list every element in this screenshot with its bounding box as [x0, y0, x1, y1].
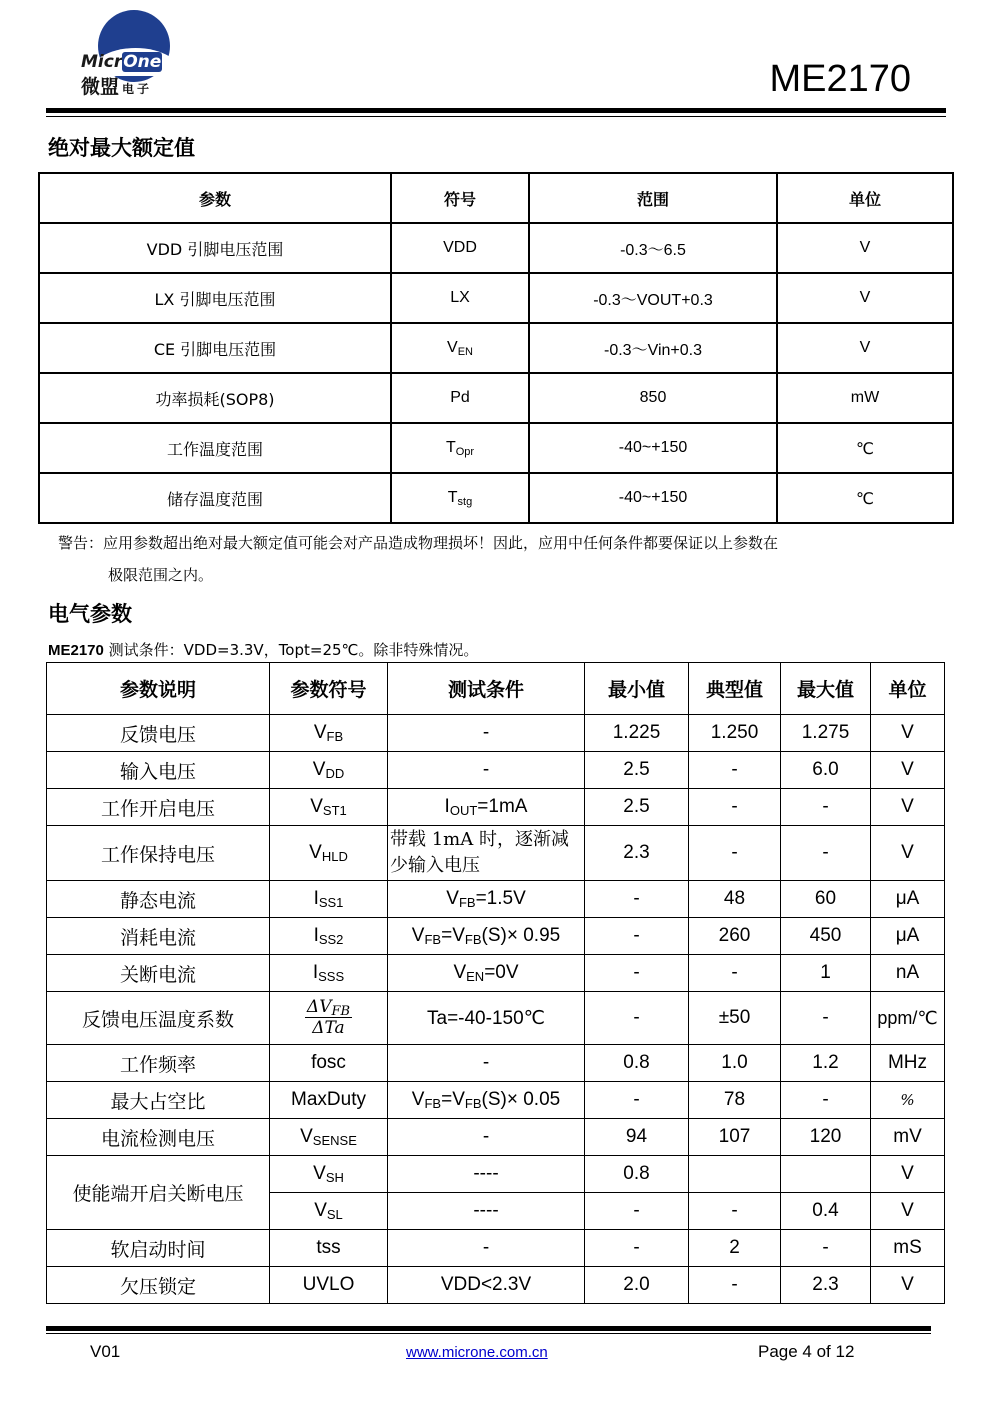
max-cell: - — [781, 826, 871, 881]
doc-title: ME2170 — [769, 58, 911, 100]
table-row — [47, 1082, 945, 1119]
table-row — [47, 918, 945, 955]
part-number: ME2170 — [48, 642, 104, 659]
max-cell: 1.275 — [781, 715, 871, 752]
cond-sub: OUT — [449, 803, 478, 818]
unit-cell: ℃ — [777, 473, 953, 523]
table-row — [39, 473, 953, 523]
table-row — [47, 715, 945, 752]
symbol-text: V — [314, 1200, 327, 1221]
section-title-electrical: 电气参数 — [48, 602, 132, 626]
symbol-sub: FB — [326, 729, 344, 744]
range-cell: -40~+150 — [529, 423, 777, 473]
range-cell: -0.3～VOUT+0.3 — [529, 273, 777, 323]
table-row — [47, 1119, 945, 1156]
cond-text: I — [444, 796, 450, 817]
symbol-cell — [270, 881, 388, 918]
header-rule — [46, 108, 946, 113]
unit-cell: V — [871, 826, 945, 881]
range-cell: 850 — [529, 373, 777, 423]
min-cell: - — [585, 918, 689, 955]
symbol-text: V — [310, 796, 323, 817]
min-cell: 2.5 — [585, 789, 689, 826]
min-cell: 1.225 — [585, 715, 689, 752]
cond-text: (S)× 0.05 — [481, 1089, 561, 1110]
symbol-cell — [270, 752, 388, 789]
cond-sub: FB — [424, 1096, 442, 1111]
symbol-text: I — [312, 962, 319, 983]
header-rule-thin — [46, 116, 946, 117]
max-cell: - — [781, 789, 871, 826]
symbol-text: V — [300, 1126, 313, 1147]
unit-cell: ppm/℃ — [871, 992, 945, 1045]
symbol-cell: tss — [270, 1230, 388, 1267]
min-cell: 2.5 — [585, 752, 689, 789]
range-cell: -40~+150 — [529, 473, 777, 523]
symbol-text: V — [447, 339, 458, 356]
warning-line-1: 警告：应用参数超出绝对最大额定值可能会对产品造成物理损坏！因此，应用中任何条件都要保证以上参数在 — [58, 534, 779, 552]
min-cell: 2.0 — [585, 1267, 689, 1304]
header-unit: 单位 — [871, 663, 945, 715]
max-cell: 2.3 — [781, 1267, 871, 1304]
table-row — [47, 1156, 945, 1193]
condition-cell: - — [388, 1119, 585, 1156]
unit-cell: % — [871, 1082, 945, 1119]
range-cell: -0.3～6.5 — [529, 223, 777, 273]
symbol-text: T — [447, 489, 458, 506]
max-cell: - — [781, 1082, 871, 1119]
typ-cell: - — [689, 752, 781, 789]
symbol-cell — [391, 423, 529, 473]
param-cell: 关断电流 — [47, 955, 270, 992]
symbol-text: LX — [450, 289, 470, 306]
header-symbol: 参数符号 — [270, 663, 388, 715]
min-cell: 0.8 — [585, 1156, 689, 1193]
param-cell: 消耗电流 — [47, 918, 270, 955]
unit-cell: mV — [871, 1119, 945, 1156]
table-row — [39, 323, 953, 373]
cond-sub: FB — [464, 932, 482, 947]
symbol-sub: DD — [325, 766, 345, 781]
max-cell — [781, 1156, 871, 1193]
table-header-row — [47, 663, 945, 715]
typ-cell — [689, 1156, 781, 1193]
symbol-text: V — [313, 722, 327, 743]
condition-cell: 带载 1mA 时，逐渐减少输入电压 — [388, 826, 585, 881]
min-cell: - — [585, 881, 689, 918]
cond-text: =0V — [484, 962, 519, 983]
typ-cell: - — [689, 1193, 781, 1230]
symbol-sub: SS1 — [318, 895, 344, 910]
table-row — [47, 1230, 945, 1267]
condition-cell — [388, 918, 585, 955]
symbol-sub: ST1 — [322, 803, 347, 818]
header-min: 最小值 — [585, 663, 689, 715]
cond-text: =V — [441, 1089, 465, 1110]
symbol-cell — [270, 1193, 388, 1230]
typ-cell: 107 — [689, 1119, 781, 1156]
table-row — [47, 992, 945, 1045]
header-desc: 参数说明 — [47, 663, 270, 715]
symbol-sub: SS2 — [318, 932, 344, 947]
warning-line-2: 极限范围之内。 — [108, 566, 214, 584]
table-row — [39, 373, 953, 423]
unit-cell: V — [871, 1193, 945, 1230]
symbol-cell — [270, 789, 388, 826]
unit-cell: V — [777, 273, 953, 323]
max-cell: 1.2 — [781, 1045, 871, 1082]
footer-rule — [46, 1326, 931, 1331]
symbol-text: Pd — [450, 389, 470, 406]
symbol-cell — [270, 1119, 388, 1156]
condition-cell: - — [388, 715, 585, 752]
symbol-sub: Opr — [455, 446, 475, 458]
max-cell: 0.4 — [781, 1193, 871, 1230]
table-row — [39, 273, 953, 323]
condition-cell — [388, 881, 585, 918]
symbol-sub: SL — [326, 1207, 343, 1222]
typ-cell: 260 — [689, 918, 781, 955]
condition-cell: - — [388, 1230, 585, 1267]
symbol-sub: SENSE — [312, 1133, 357, 1148]
numerator-sub: FB — [331, 1004, 351, 1019]
param-cell: 输入电压 — [47, 752, 270, 789]
condition-cell: ---- — [388, 1156, 585, 1193]
param-cell: 工作开启电压 — [47, 789, 270, 826]
cond-text: V — [453, 962, 467, 983]
cond-text: V — [446, 888, 459, 909]
condition-cell: - — [388, 752, 585, 789]
max-cell: 60 — [781, 881, 871, 918]
cond-sub: FB — [424, 932, 442, 947]
header-range: 范围 — [529, 173, 777, 223]
unit-cell: V — [777, 323, 953, 373]
footer-version: V01 — [90, 1342, 121, 1361]
min-cell: - — [585, 1193, 689, 1230]
symbol-cell: fosc — [270, 1045, 388, 1082]
param-cell: 反馈电压温度系数 — [47, 992, 270, 1045]
header-typ: 典型值 — [689, 663, 781, 715]
unit-cell: V — [871, 752, 945, 789]
unit-cell: V — [777, 223, 953, 273]
symbol-text: V — [309, 842, 322, 863]
unit-cell: μA — [871, 918, 945, 955]
max-cell: 450 — [781, 918, 871, 955]
symbol-cell — [391, 473, 529, 523]
typ-cell: ±50 — [689, 992, 781, 1045]
logo-cn-main: 微盟 — [81, 76, 120, 98]
symbol-cell — [270, 715, 388, 752]
param-cell: 软启动时间 — [47, 1230, 270, 1267]
min-cell: 94 — [585, 1119, 689, 1156]
symbol-cell: MaxDuty — [270, 1082, 388, 1119]
param-cell: 工作频率 — [47, 1045, 270, 1082]
numerator-text: ΔV — [306, 997, 332, 1017]
max-cell: 120 — [781, 1119, 871, 1156]
test-conditions-text: 测试条件：VDD=3.3V，Topt=25℃。除非特殊情况。 — [103, 641, 479, 659]
header-symbol: 符号 — [391, 173, 529, 223]
cond-text: =V — [441, 925, 465, 946]
unit-cell: MHz — [871, 1045, 945, 1082]
max-cell: 1 — [781, 955, 871, 992]
header-unit: 单位 — [777, 173, 953, 223]
cond-sub: EN — [466, 969, 485, 984]
param-cell: 欠压锁定 — [47, 1267, 270, 1304]
unit-cell: V — [871, 1156, 945, 1193]
header-max: 最大值 — [781, 663, 871, 715]
logo-brand-left: Micr — [81, 52, 123, 72]
unit-cell: μA — [871, 881, 945, 918]
table-row — [47, 1267, 945, 1304]
table-row — [47, 789, 945, 826]
param-cell: 功率损耗(SOP8) — [39, 373, 391, 423]
table-row — [47, 955, 945, 992]
footer-website-link[interactable]: www.microne.com.cn — [406, 1344, 548, 1361]
symbol-sub: SH — [325, 1170, 344, 1185]
cond-sub: FB — [458, 895, 476, 910]
symbol-cell — [270, 955, 388, 992]
param-cell: CE 引脚电压范围 — [39, 323, 391, 373]
typ-cell: 78 — [689, 1082, 781, 1119]
unit-cell: mS — [871, 1230, 945, 1267]
unit-cell: V — [871, 1267, 945, 1304]
logo-cn — [81, 72, 152, 99]
typ-cell: - — [689, 826, 781, 881]
min-cell: - — [585, 1082, 689, 1119]
symbol-text: T — [445, 439, 456, 456]
header-condition: 测试条件 — [388, 663, 585, 715]
max-cell: 6.0 — [781, 752, 871, 789]
symbol-cell — [270, 918, 388, 955]
min-cell: 2.3 — [585, 826, 689, 881]
cond-sub: FB — [464, 1096, 482, 1111]
header-param: 参数 — [39, 173, 391, 223]
typ-cell: - — [689, 955, 781, 992]
logo-cn-small: 电子 — [122, 82, 153, 96]
cond-text: (S)× 0.95 — [481, 925, 561, 946]
cond-text: =1mA — [477, 796, 528, 817]
table-header-row — [39, 173, 953, 223]
symbol-text: VDD — [443, 239, 477, 256]
typ-cell: - — [689, 1267, 781, 1304]
table-row — [47, 826, 945, 881]
condition-cell: VDD<2.3V — [388, 1267, 585, 1304]
cond-text: =1.5V — [475, 888, 526, 909]
symbol-text: V — [312, 759, 326, 780]
min-cell: 0.8 — [585, 1045, 689, 1082]
condition-cell — [388, 789, 585, 826]
unit-cell: V — [871, 789, 945, 826]
table-row — [47, 1045, 945, 1082]
symbol-sub: HLD — [321, 849, 348, 864]
min-cell: - — [585, 992, 689, 1045]
typ-cell: 48 — [689, 881, 781, 918]
param-cell: 使能端开启关断电压 — [47, 1156, 270, 1230]
fraction-numerator — [305, 997, 352, 1018]
symbol-sub: EN — [457, 346, 473, 358]
param-cell: 最大占空比 — [47, 1082, 270, 1119]
fraction-denominator: ΔTa — [312, 1018, 345, 1038]
condition-cell — [388, 1082, 585, 1119]
symbol-text: V — [313, 1163, 326, 1184]
param-cell: 电流检测电压 — [47, 1119, 270, 1156]
symbol-text: I — [313, 888, 319, 909]
symbol-cell — [391, 323, 529, 373]
table-row — [39, 223, 953, 273]
param-cell: LX 引脚电压范围 — [39, 273, 391, 323]
footer-rule-thin — [46, 1333, 931, 1334]
abs-max-table — [38, 172, 954, 524]
logo-brand — [81, 52, 162, 72]
condition-cell: ---- — [388, 1193, 585, 1230]
param-cell: 工作保持电压 — [47, 826, 270, 881]
param-cell: 储存温度范围 — [39, 473, 391, 523]
logo-brand-right: One — [123, 52, 162, 72]
symbol-cell — [270, 1156, 388, 1193]
typ-cell: - — [689, 789, 781, 826]
electrical-table — [46, 662, 945, 1304]
footer-page-number: Page 4 of 12 — [758, 1342, 855, 1361]
symbol-cell — [270, 826, 388, 881]
symbol-cell — [270, 992, 388, 1045]
typ-cell: 2 — [689, 1230, 781, 1267]
param-cell: 静态电流 — [47, 881, 270, 918]
max-cell: - — [781, 1230, 871, 1267]
table-row — [39, 423, 953, 473]
table-row — [47, 881, 945, 918]
param-cell: 工作温度范围 — [39, 423, 391, 473]
temp-coefficient-fraction — [305, 997, 352, 1038]
min-cell: - — [585, 955, 689, 992]
unit-cell: nA — [871, 955, 945, 992]
param-cell: VDD 引脚电压范围 — [39, 223, 391, 273]
param-cell: 反馈电压 — [47, 715, 270, 752]
symbol-text: I — [313, 925, 319, 946]
cond-text: V — [411, 925, 425, 946]
unit-cell: V — [871, 715, 945, 752]
range-cell: -0.3～Vin+0.3 — [529, 323, 777, 373]
typ-cell: 1.250 — [689, 715, 781, 752]
symbol-sub: SSS — [318, 969, 345, 984]
symbol-cell — [391, 373, 529, 423]
max-cell: - — [781, 992, 871, 1045]
typ-cell: 1.0 — [689, 1045, 781, 1082]
test-conditions — [48, 639, 478, 660]
cond-text: V — [411, 1089, 425, 1110]
unit-cell: mW — [777, 373, 953, 423]
condition-cell: - — [388, 1045, 585, 1082]
warning-note — [58, 527, 938, 591]
table-row — [47, 752, 945, 789]
condition-cell — [388, 955, 585, 992]
symbol-cell — [391, 273, 529, 323]
unit-cell: ℃ — [777, 423, 953, 473]
symbol-cell: UVLO — [270, 1267, 388, 1304]
section-title-abs-max: 绝对最大额定值 — [48, 136, 195, 160]
company-logo — [78, 8, 188, 98]
min-cell: - — [585, 1230, 689, 1267]
condition-cell: Ta=-40-150℃ — [388, 992, 585, 1045]
symbol-cell — [391, 223, 529, 273]
symbol-sub: stg — [457, 496, 473, 508]
